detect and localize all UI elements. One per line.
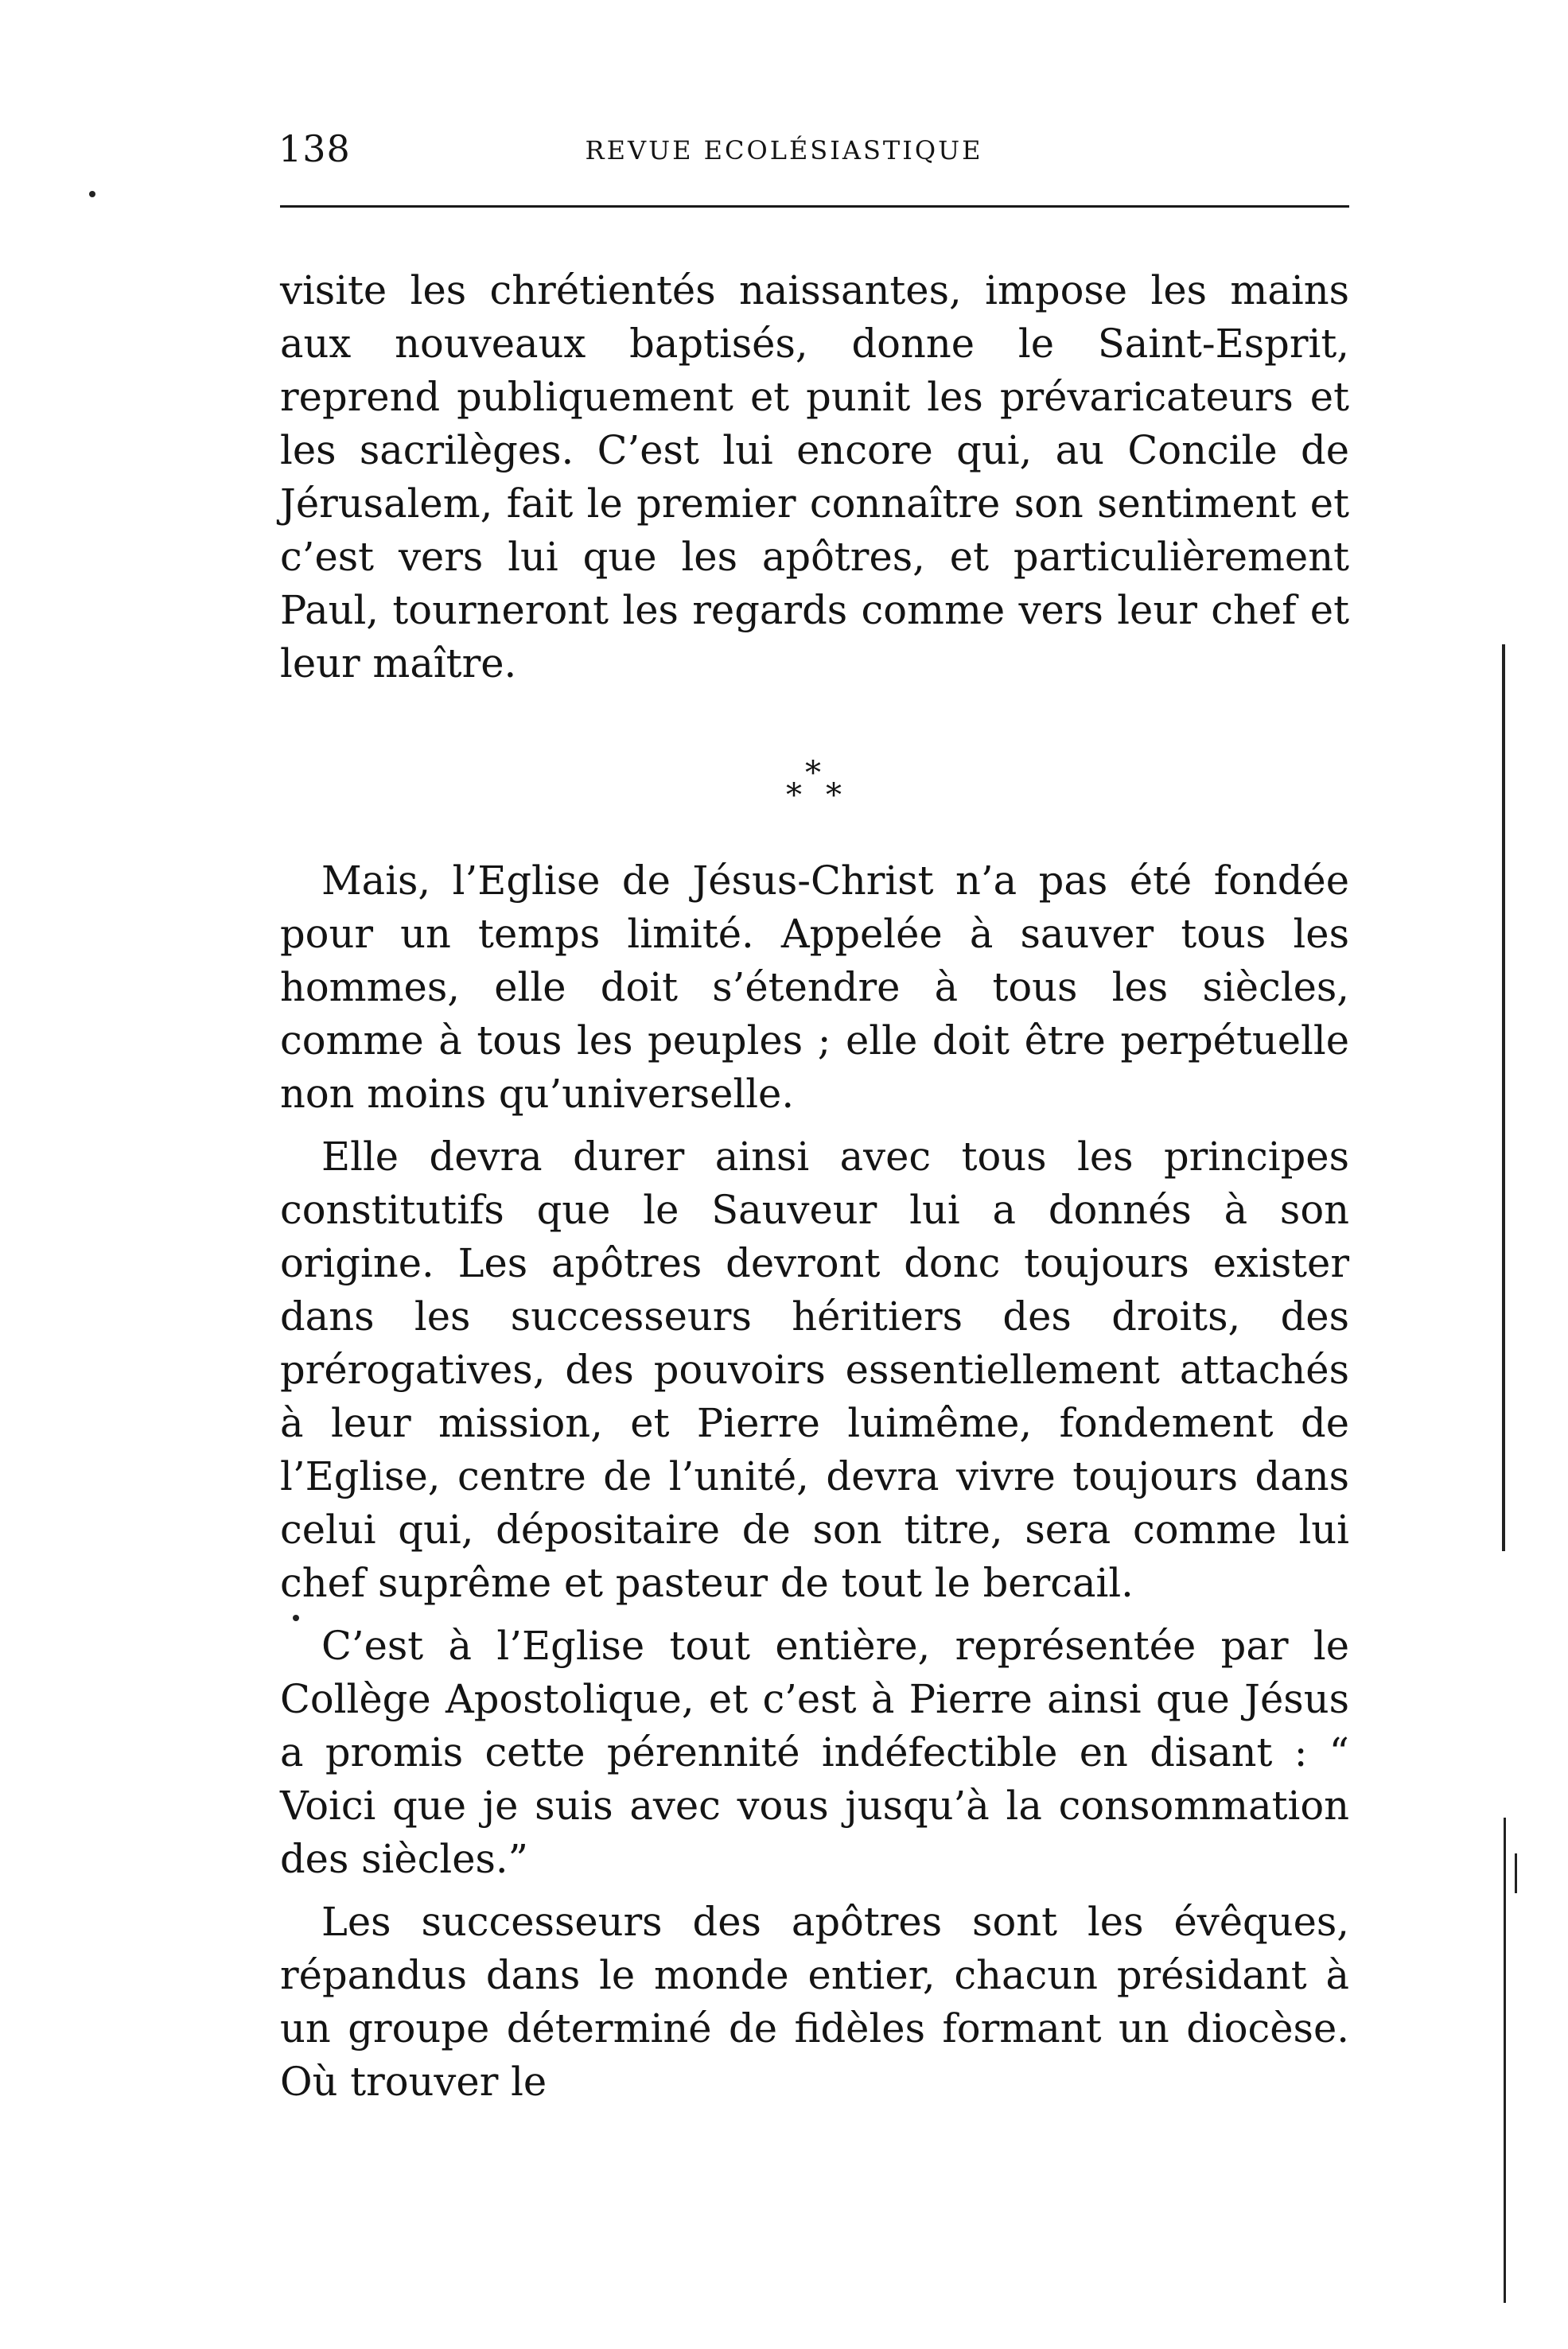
paragraph: Mais, l’Eglise de Jésus-Christ n’a pas été fondée pour un temps limité. Appelée à sauver tous les hommes, elle doit s’étendre à tous les siècles, comme à tous les peuples ; elle doit être perpétuelle non moins qu’universelle. [280,858,1349,1117]
scan-mark-dot [293,1615,299,1621]
asterism [280,690,1349,854]
text-block [280,264,1349,2109]
paragraph-continued: visite les chrétientés naissantes, impose les mains aux nouveaux baptisés, donne le Saint-Esprit, reprend publiquement et punit les prévaricateurs et les sacrilèges. C’est lui encore qui, au Concile de Jérusalem, fait le premier connaître son sentiment et c’est vers lui que les apôtres, et particulièrement Paul, tourneront les regards comme vers leur chef et leur maître. [280,267,1349,686]
running-head: REVUE ECOLÉSIASTIQUE [585,135,983,165]
scan-binding-edge [1502,644,1505,1551]
page-number: 138 [278,127,351,170]
paragraph: Elle devra durer ainsi avec tous les principes constitutifs que le Sauveur lui a donnés à son origine. Les apôtres devront donc toujours exister dans les successeurs héritiers des droits, des prérogatives, des pouvoirs essentiellement attachés à leur mission, et Pierre luimême, fondement de l’Eglise, centre de l’unité, devra vivre toujours dans celui qui, dépositaire de son titre, sera comme lui chef suprême et pasteur de tout le bercail. [280,1134,1349,1606]
scan-binding-edge [1515,1853,1517,1893]
paragraph: C’est à l’Eglise tout entière, représentée par le Collège Apostolique, et c’est à Pierre ainsi que Jésus a promis cette pérennité indéfectible en disant : “ Voici que je suis avec vous jusqu’à la consommation des siècles.” [280,1623,1349,1882]
scan-mark-dot [89,191,95,197]
scan-binding-edge [1504,1818,1506,2303]
header-rule [280,205,1349,208]
paragraph: Les successeurs des apôtres sont les évêques, répandus dans le monde entier, chacun présidant à un groupe déterminé de fidèles formant un diocèse. Où trouver le [280,1899,1349,2105]
asterism-star-right: * [826,777,842,814]
asterism-star-top: * [805,755,821,791]
asterism-star-left: * [786,777,802,814]
